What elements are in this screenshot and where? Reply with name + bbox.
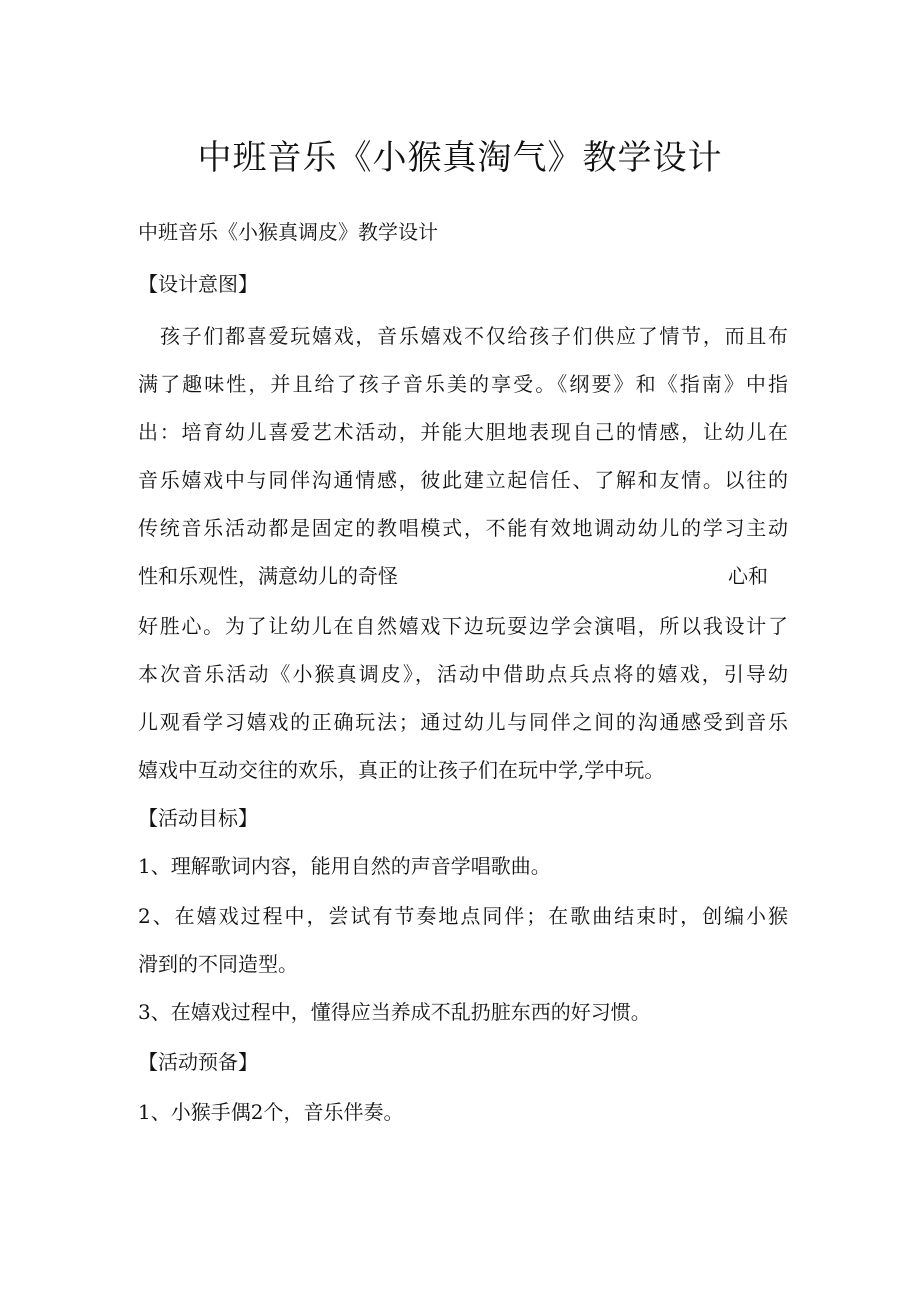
paragraph-line-tail: 心和 (728, 564, 768, 588)
paragraph-line: 儿观看学习嬉戏的正确玩法；通过幼儿与同伴之间的沟通感受到音乐 (138, 710, 788, 734)
paragraph-line: 孩子们都喜爱玩嬉戏，音乐嬉戏不仅给孩子们供应了情节，而且布 (160, 324, 788, 348)
goal-item-2: 2、在嬉戏过程中，尝试有节奏地点同伴；在歌曲结束时，创编小猴 (138, 904, 788, 928)
paragraph-line: 嬉戏中互动交往的欢乐，真正的让孩子们在玩中学,学中玩。 (138, 758, 665, 782)
section-heading-design: 【设计意图】 (138, 272, 258, 296)
paragraph-line: 出：培育幼儿喜爱艺术活动，并能大胆地表现自己的情感，让幼儿在 (138, 420, 788, 444)
section-heading-goals: 【活动目标】 (138, 806, 258, 830)
preparation-item-1: 1、小猴手偶2个，音乐伴奏。 (138, 1100, 404, 1124)
section-heading-preparation: 【活动预备】 (138, 1050, 258, 1074)
goal-item-1: 1、理解歌词内容，能用自然的声音学唱歌曲。 (138, 854, 551, 878)
goal-item-2-continued: 滑到的不同造型。 (138, 952, 298, 976)
paragraph-line: 传统音乐活动都是固定的教唱模式，不能有效地调动幼儿的学习主动 (138, 516, 788, 540)
subtitle: 中班音乐《小猴真调皮》教学设计 (138, 220, 438, 244)
paragraph-line: 好胜心。为了让幼儿在自然嬉戏下边玩耍边学会演唱，所以我设计了 (138, 614, 788, 638)
paragraph-line: 音乐嬉戏中与同伴沟通情感，彼此建立起信任、了解和友情。以往的 (138, 468, 788, 492)
paragraph-line: 性和乐观性，满意幼儿的奇怪 (138, 564, 398, 588)
page-title: 中班音乐《小猴真淘气》教学设计 (197, 138, 723, 178)
paragraph-line: 满了趣味性，并且给了孩子音乐美的享受。《纲要》和《指南》中指 (138, 372, 788, 396)
goal-item-3: 3、在嬉戏过程中，懂得应当养成不乱扔脏东西的好习惯。 (138, 1000, 651, 1024)
paragraph-line: 本次音乐活动《小猴真调皮》，活动中借助点兵点将的嬉戏，引导幼 (138, 662, 788, 686)
